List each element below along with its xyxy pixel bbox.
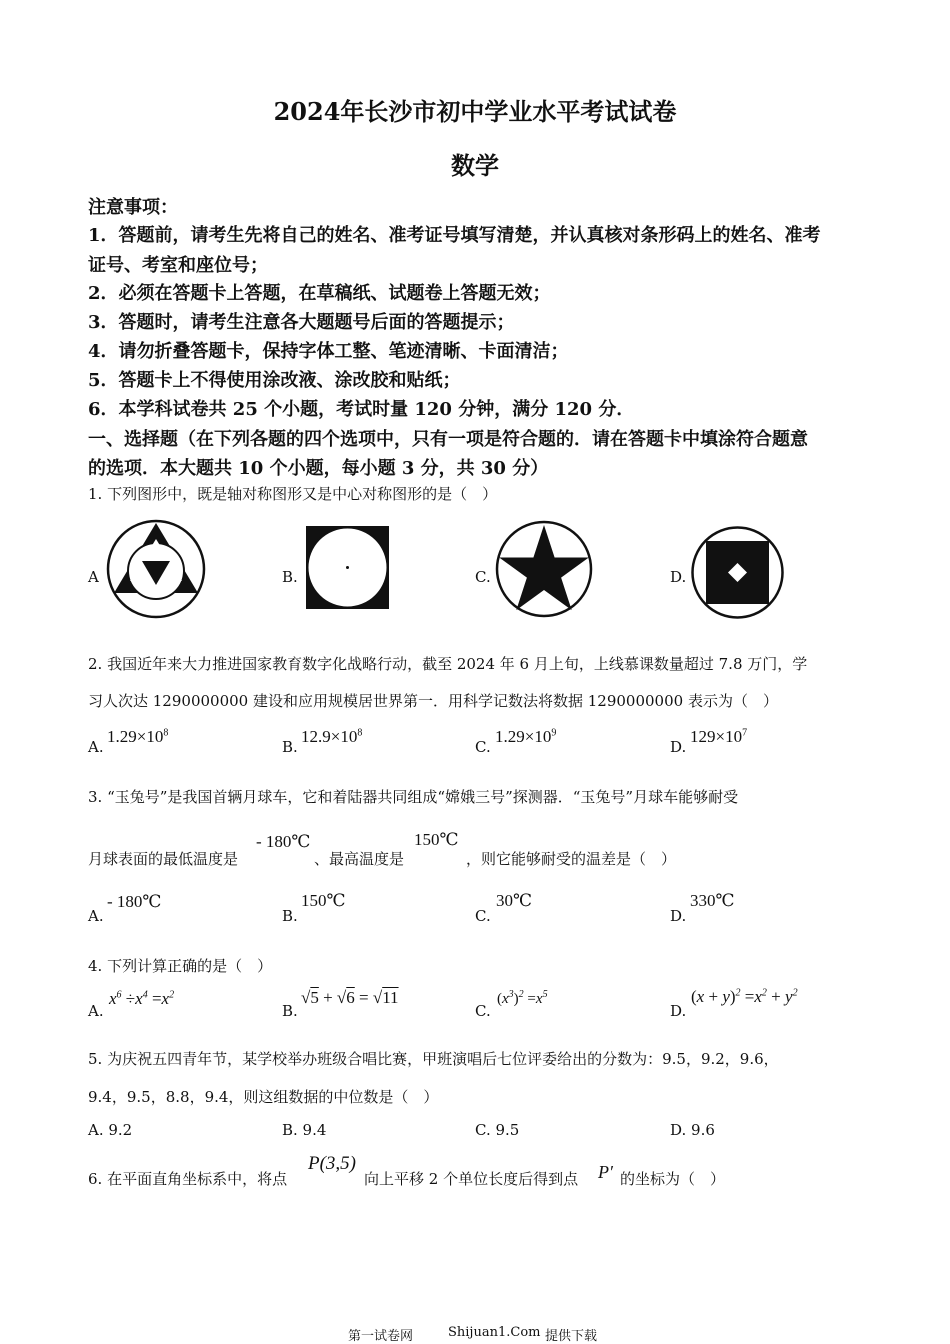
q4-label-d: D. (670, 1002, 687, 1020)
q3-label-a: A. (88, 907, 104, 925)
question-5-stem-cont: 9.4，9.5，8.8，9.4，则这组数据的中位数是（ ） (88, 1088, 439, 1106)
q5-option-c: C. 9.5 (475, 1121, 520, 1139)
q3-label-d: D. (670, 907, 687, 925)
q5-option-d: D. 9.6 (670, 1121, 715, 1139)
page-title: 2024年长沙市初中学业水平考试试卷 (273, 97, 677, 126)
question-6-text-c: 的坐标为（ ） (620, 1170, 726, 1188)
q2-label-d: D. (670, 738, 687, 756)
q4-option-b: √5 + √6 = √11 (301, 988, 399, 1007)
question-1-stem: 1. 下列图形中，既是轴对称图形又是中心对称图形的是（ ） (88, 485, 498, 503)
question-2-stem: 2. 我国近年来大力推进国家教育数字化战略行动，截至 2024 年 6 月上旬，上线慕课数量超过 7.8 万门，学 (88, 655, 808, 673)
q1-figure-c (494, 519, 594, 619)
q2-option-a: $1.29\times 10^8$ (107, 727, 169, 746)
q1-label-b: B. (282, 568, 298, 586)
q1-label-d: D. (670, 568, 687, 586)
q5-option-b: B. 9.4 (282, 1121, 327, 1139)
q2-option-c: $1.29\times 10^9$ (495, 727, 557, 746)
question-3-stem: 3. “玉兔号”是我国首辆月球车，它和着陆器共同组成“嫦娥三号”探测器．“玉兔号”月球车能够耐受 (88, 788, 739, 806)
footer-download: 提供下载 (545, 1329, 598, 1344)
question-6-text-b: 向上平移 2 个单位长度后得到点 (364, 1170, 579, 1188)
notice-item: 2．必须在答题卡上答题，在草稿纸、试题卷上答题无效； (88, 283, 551, 304)
q1-label-c: C. (475, 568, 491, 586)
q2-option-b: $12.9\times 10^8$ (301, 727, 363, 746)
notice-item: 证号、考室和座位号； (88, 255, 268, 276)
q4-label-c: C. (475, 1002, 491, 1020)
q2-label-c: C. (475, 738, 491, 756)
q2-label-b: B. (282, 738, 298, 756)
question-3-text-c: ，则它能够耐受的温差是（ ） (466, 850, 677, 868)
footer-site-url[interactable]: Shijuan1.Com (448, 1325, 541, 1340)
question-3-text-a: 月球表面的最低温度是 (88, 850, 239, 868)
question-2-stem-cont: 习人次达 1290000000 建设和应用规模居世界第一．用科学记数法将数据 1290000000 表示为（ ） (88, 692, 778, 710)
q1-figure-b (300, 520, 395, 615)
notice-item: 4．请勿折叠答题卡，保持字体工整、笔迹清晰、卡面清洁； (88, 341, 569, 362)
q3-label-b: B. (282, 907, 298, 925)
notice-item: 5．答题卡上不得使用涂改液、涂改胶和贴纸； (88, 370, 461, 391)
q1-figure-d (690, 525, 785, 620)
question-6-text-a: 6. 在平面直角坐标系中，将点 (88, 1170, 288, 1188)
notice-item: 6．本学科试卷共 25 个小题，考试时量 120 分钟，满分 120 分． (88, 399, 635, 420)
question-4-stem: 4. 下列计算正确的是（ ） (88, 957, 273, 975)
q2-label-a: A. (88, 738, 104, 756)
section-heading-cont: 的选项．本大题共 10 个小题，每小题 3 分，共 30 分） (88, 458, 549, 479)
q3-max-temp: 150℃ (414, 830, 459, 849)
q4-option-a: $x^6 \div x^4 =x^2$ (109, 989, 175, 1008)
q4-label-a: A. (88, 1002, 104, 1020)
q3-option-d: 330℃ (690, 891, 735, 910)
q4-option-d: $(x + y)^2 =x^2 + y^2$ (691, 987, 798, 1006)
q2-option-d: $129\times 10^7$ (690, 727, 748, 746)
question-5-stem: 5. 为庆祝五四青年节，某学校举办班级合唱比赛，甲班演唱后七位评委给出的分数为：9.5，9.2，9.6， (88, 1050, 779, 1068)
notice-item: 3．答题时，请考生注意各大题题号后面的答题提示； (88, 312, 515, 333)
footer-site-name: 第一试卷网 (348, 1329, 414, 1344)
q4-label-b: B. (282, 1002, 298, 1020)
q3-min-temp: - 180℃ (256, 832, 311, 851)
notice-item: 1．答题前，请考生先将自己的姓名、准考证号填写清楚，并认真核对条形码上的姓名、准考 (88, 225, 821, 246)
subject-title: 数学 (451, 151, 499, 180)
notice-heading: 注意事项： (88, 197, 178, 218)
q4-option-c: $(x^3)^2 =x^5$ (497, 989, 548, 1007)
q6-point-p-prime: P′ (598, 1162, 613, 1182)
q6-point-p: P(3,5) (308, 1153, 357, 1174)
q3-option-b: 150℃ (301, 891, 346, 910)
q3-option-a: - 180℃ (107, 892, 162, 911)
q3-label-c: C. (475, 907, 491, 925)
q1-label-a: A (88, 568, 99, 586)
section-heading: 一、选择题（在下列各题的四个选项中，只有一项是符合题的．请在答题卡中填涂符合题意 (88, 429, 808, 450)
q1-figure-a (106, 519, 206, 619)
q5-option-a: A. 9.2 (88, 1121, 133, 1139)
question-3-text-b: 、最高温度是 (314, 850, 405, 868)
q3-option-c: 30℃ (496, 891, 533, 910)
